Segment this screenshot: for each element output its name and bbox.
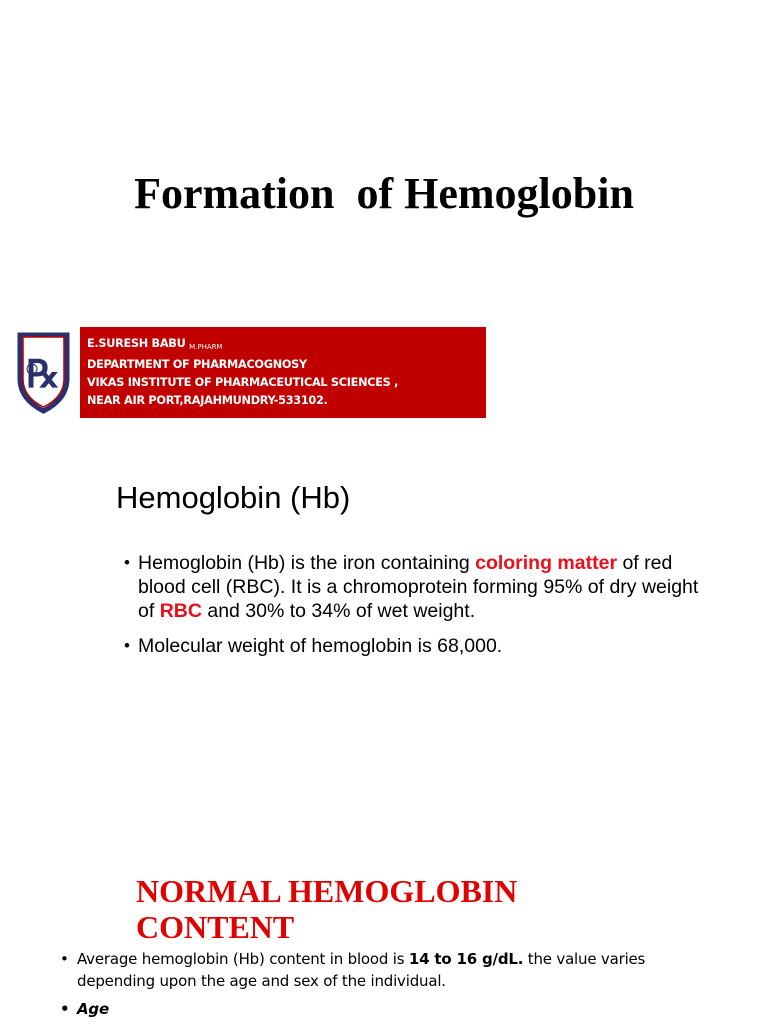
author-name: E.SURESH BABU (87, 337, 190, 350)
list-item: • Average hemoglobin (Hb) content in blood is 14 to 16 g/dL. the value varies depending upon the age and sex of the individual. (60, 948, 680, 992)
list-item: • Age (60, 998, 680, 1020)
rx-pharmacy-shield-logo-icon (10, 327, 77, 417)
department-line: DEPARTMENT OF PHARMACOGNOSY (87, 358, 307, 371)
slide2-title: Hemoglobin (Hb) (116, 480, 351, 515)
highlight-coloring-matter: coloring matter (475, 552, 618, 574)
address-line: NEAR AIR PORT,RAJAHMUNDRY-533102. (87, 394, 328, 407)
author-banner (80, 327, 486, 418)
institute-line: VIKAS INSTITUTE OF PHARMACEUTICAL SCIENCES , (87, 376, 399, 389)
slide3-bullet-list (60, 948, 680, 1026)
slide3-title: NORMAL HEMOGLOBIN CONTENT (136, 873, 518, 945)
normal-range-value: 14 to 16 g/dL. (408, 950, 524, 968)
highlight-rbc: RBC (159, 600, 202, 622)
slide1-title: Formation of Hemoglobin (134, 169, 634, 218)
author-name-line (87, 335, 486, 356)
list-item: • Hemoglobin (Hb) is the iron containing coloring matter of red blood cell (RBC). It is a chromoprotein forming 95% of dry weight of RBC and 30% to 34% of wet weight. (124, 551, 704, 623)
list-item: • Molecular weight of hemoglobin is 68,000. (124, 634, 704, 658)
institute-logo (10, 327, 77, 417)
svg-text:℞: ℞ (25, 351, 61, 396)
slide2-bullet-list (124, 551, 704, 669)
author-degree: M.PHARM (189, 343, 223, 351)
